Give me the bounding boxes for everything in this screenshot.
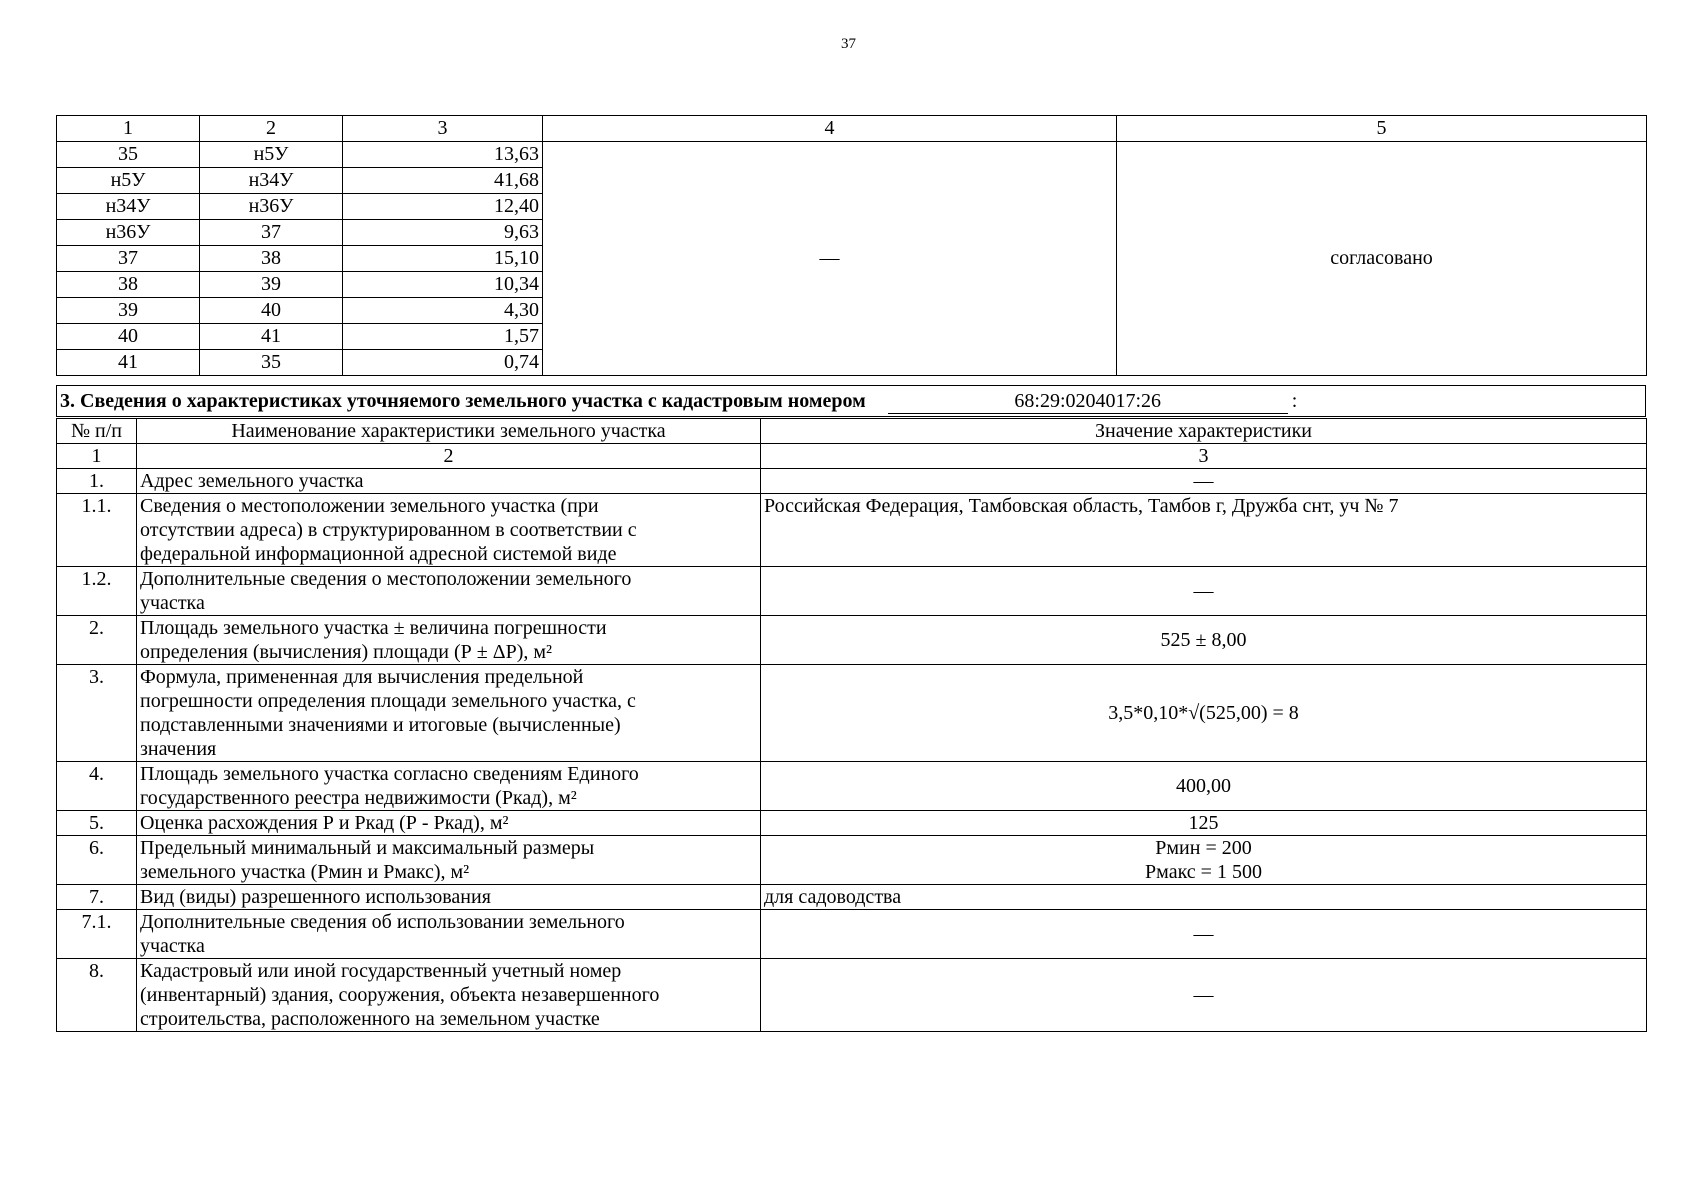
characteristic-name-line: (инвентарный) здания, сооружения, объекта незавершенного <box>140 984 660 1006</box>
characteristic-name <box>137 469 761 494</box>
row-number: 1.2. <box>57 567 137 616</box>
characteristic-name <box>137 811 761 836</box>
characteristic-value-line: — <box>1193 984 1214 1006</box>
characteristic-row <box>57 567 1647 616</box>
point-to: 39 <box>200 272 343 298</box>
characteristic-value <box>761 494 1647 567</box>
point-from: 40 <box>57 324 200 350</box>
section-3-title: 3. Сведения о характеристиках уточняемого земельного участка с кадастровым номером <box>60 390 866 412</box>
characteristic-value-line: 525 ± 8,00 <box>1160 629 1247 651</box>
characteristic-name-line: строительства, расположенного на земельном участке <box>140 1008 600 1030</box>
characteristic-value <box>761 469 1647 494</box>
characteristic-name-line: Площадь земельного участка согласно сведениям Единого <box>140 763 639 785</box>
characteristic-row <box>57 836 1647 885</box>
section-3-header <box>56 385 1646 417</box>
characteristic-name-line: государственного реестра недвижимости (Ркад), м² <box>140 787 577 809</box>
characteristic-row <box>57 811 1647 836</box>
point-from: н34У <box>57 194 200 220</box>
characteristic-name-line: значения <box>140 738 217 760</box>
boundary-header-cell: 5 <box>1117 116 1647 142</box>
header-num: № п/п <box>57 419 137 444</box>
characteristic-name-line: участка <box>140 935 205 957</box>
row-number: 2. <box>57 616 137 665</box>
characteristic-value-line: Российская Федерация, Тамбовская область, Тамбов г, Дружба снт, уч № 7 <box>764 495 1399 517</box>
distance: 41,68 <box>343 168 543 194</box>
characteristic-name <box>137 494 761 567</box>
characteristics-index-row <box>57 444 1647 469</box>
point-to: 37 <box>200 220 343 246</box>
point-to: н36У <box>200 194 343 220</box>
characteristic-value <box>761 665 1647 762</box>
point-to: н34У <box>200 168 343 194</box>
characteristic-row <box>57 910 1647 959</box>
index-cell: 3 <box>761 444 1647 469</box>
page-number: 37 <box>841 36 856 52</box>
characteristic-name-line: Кадастровый или иной государственный учетный номер <box>140 960 622 982</box>
characteristic-value-line: — <box>1193 470 1214 492</box>
characteristic-name <box>137 885 761 910</box>
characteristic-name-line: Оценка расхождения Р и Ркад (Р - Ркад), м² <box>140 812 509 834</box>
row-number: 1. <box>57 469 137 494</box>
characteristic-value-line: 3,5*0,10*√(525,00) = 8 <box>1108 702 1299 724</box>
section-3-title-cell <box>57 386 1646 417</box>
distance: 0,74 <box>343 350 543 376</box>
point-from: н36У <box>57 220 200 246</box>
row-number: 8. <box>57 959 137 1032</box>
characteristic-name-line: Предельный минимальный и максимальный размеры <box>140 837 595 859</box>
point-from: н5У <box>57 168 200 194</box>
characteristic-name-line: подставленными значениями и итоговые (вычисленные) <box>140 714 621 736</box>
characteristic-name-line: участка <box>140 592 205 614</box>
boundary-header-row <box>57 116 1647 142</box>
characteristics-header-row <box>57 419 1647 444</box>
boundary-table <box>56 115 1647 376</box>
characteristic-name-line: Площадь земельного участка ± величина погрешности <box>140 617 607 639</box>
point-from: 37 <box>57 246 200 272</box>
row-number: 3. <box>57 665 137 762</box>
characteristic-value <box>761 910 1647 959</box>
characteristic-value-line: для садоводства <box>764 886 902 908</box>
characteristic-name-line: Дополнительные сведения об использовании земельного <box>140 911 625 933</box>
characteristic-value-line: Рмин = 200 <box>1155 837 1252 859</box>
characteristic-name-line: Дополнительные сведения о местоположении земельного <box>140 568 632 590</box>
characteristic-value <box>761 567 1647 616</box>
header-value: Значение характеристики <box>761 419 1647 444</box>
row-number: 6. <box>57 836 137 885</box>
characteristic-name-line: федеральной информационной адресной системой виде <box>140 543 617 565</box>
boundary-header-cell: 3 <box>343 116 543 142</box>
distance: 12,40 <box>343 194 543 220</box>
distance: 15,10 <box>343 246 543 272</box>
characteristic-row <box>57 762 1647 811</box>
column-4-value: — <box>543 142 1117 376</box>
characteristic-value-line: 125 <box>1188 812 1219 834</box>
row-number: 1.1. <box>57 494 137 567</box>
cadastral-number: 68:29:0204017:26 <box>888 389 1288 414</box>
characteristic-value-line: 400,00 <box>1176 775 1231 797</box>
point-from: 35 <box>57 142 200 168</box>
distance: 4,30 <box>343 298 543 324</box>
characteristic-value <box>761 959 1647 1032</box>
characteristic-name <box>137 567 761 616</box>
distance: 1,57 <box>343 324 543 350</box>
characteristic-value-line: Рмакс = 1 500 <box>1145 861 1262 883</box>
characteristic-name <box>137 762 761 811</box>
characteristic-name-line: Сведения о местоположении земельного участка (при <box>140 495 599 517</box>
row-number: 7. <box>57 885 137 910</box>
characteristic-value <box>761 885 1647 910</box>
characteristic-name-line: Адрес земельного участка <box>140 470 364 492</box>
characteristic-value <box>761 836 1647 885</box>
characteristic-row <box>57 616 1647 665</box>
characteristic-row <box>57 469 1647 494</box>
point-from: 39 <box>57 298 200 324</box>
characteristic-value <box>761 811 1647 836</box>
boundary-row <box>57 142 1647 168</box>
characteristic-name-line: определения (вычисления) площади (Р ± ΔР), м² <box>140 641 553 663</box>
characteristic-value-line: — <box>1193 923 1214 945</box>
characteristics-table <box>56 418 1647 1032</box>
characteristic-name-line: земельного участка (Рмин и Рмакс), м² <box>140 861 470 883</box>
distance: 13,63 <box>343 142 543 168</box>
point-to: 35 <box>200 350 343 376</box>
characteristic-value <box>761 616 1647 665</box>
row-number: 4. <box>57 762 137 811</box>
column-5-value: согласовано <box>1117 142 1647 376</box>
section-3-colon: : <box>1291 390 1298 412</box>
characteristic-name <box>137 665 761 762</box>
boundary-header-cell: 4 <box>543 116 1117 142</box>
index-cell: 1 <box>57 444 137 469</box>
point-from: 38 <box>57 272 200 298</box>
boundary-header-cell: 2 <box>200 116 343 142</box>
point-to: н5У <box>200 142 343 168</box>
characteristic-row <box>57 885 1647 910</box>
characteristic-name-line: Вид (виды) разрешенного использования <box>140 886 491 908</box>
point-to: 41 <box>200 324 343 350</box>
characteristic-name <box>137 836 761 885</box>
header-name: Наименование характеристики земельного участка <box>137 419 761 444</box>
distance: 10,34 <box>343 272 543 298</box>
characteristic-value-line: — <box>1193 580 1214 602</box>
characteristic-name-line: отсутствии адреса) в структурированном в соответствии с <box>140 519 637 541</box>
row-number: 7.1. <box>57 910 137 959</box>
point-to: 40 <box>200 298 343 324</box>
row-number: 5. <box>57 811 137 836</box>
characteristic-value <box>761 762 1647 811</box>
characteristic-name <box>137 959 761 1032</box>
characteristic-row <box>57 494 1647 567</box>
characteristic-name <box>137 910 761 959</box>
characteristic-row <box>57 959 1647 1032</box>
distance: 9,63 <box>343 220 543 246</box>
characteristic-row <box>57 665 1647 762</box>
boundary-header-cell: 1 <box>57 116 200 142</box>
point-to: 38 <box>200 246 343 272</box>
characteristic-name-line: погрешности определения площади земельного участка, с <box>140 690 636 712</box>
characteristic-name <box>137 616 761 665</box>
point-from: 41 <box>57 350 200 376</box>
index-cell: 2 <box>137 444 761 469</box>
characteristic-name-line: Формула, примененная для вычисления предельной <box>140 666 584 688</box>
